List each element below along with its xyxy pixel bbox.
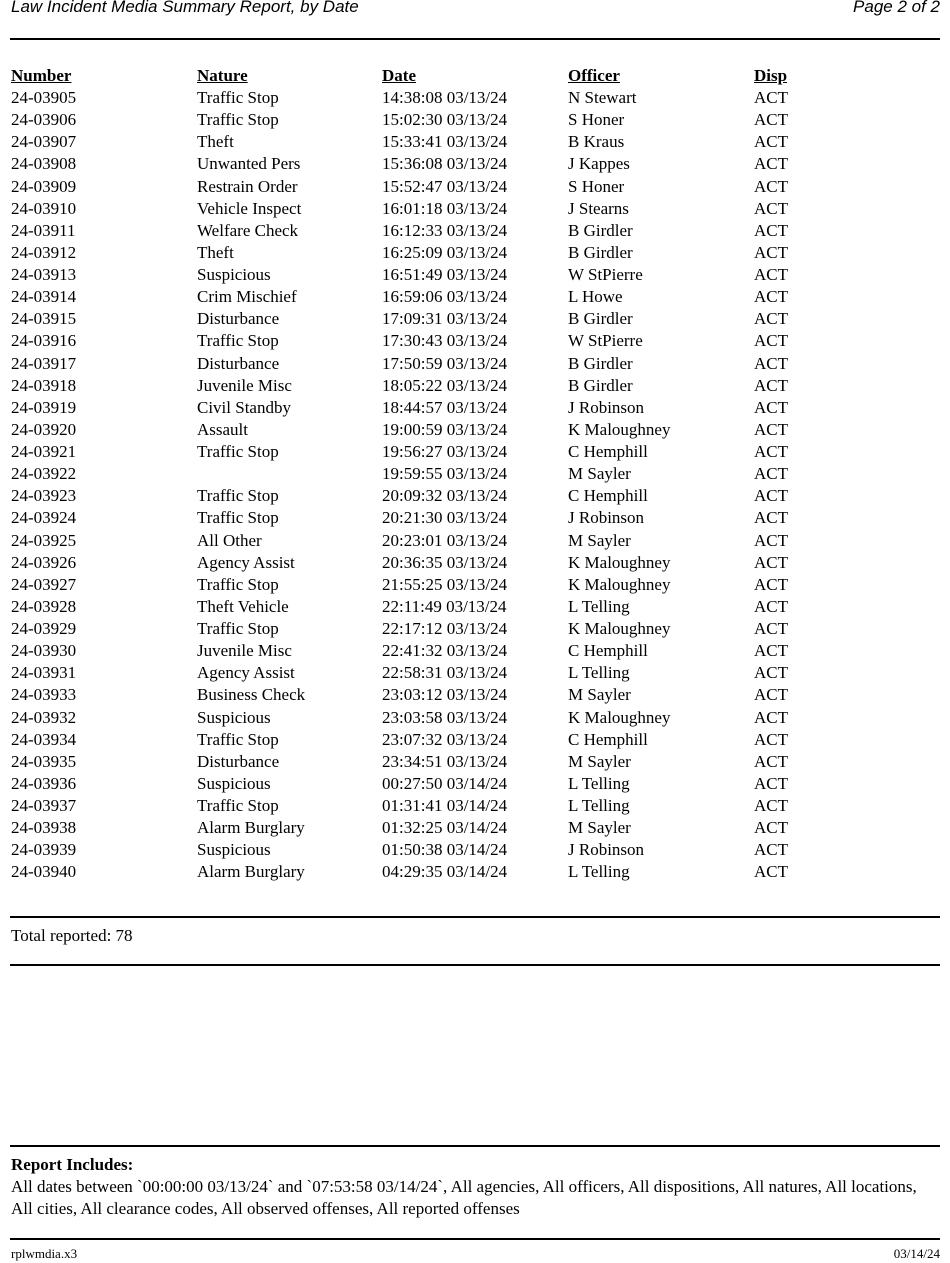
cell-officer: W StPierre: [568, 331, 643, 351]
cell-number: 24-03935: [11, 751, 77, 771]
table-row: [0, 839, 950, 861]
table-row: [0, 751, 950, 773]
column-header-officer: Officer: [568, 66, 620, 85]
cell-officer: M Sayler: [568, 530, 631, 550]
cell-officer: L Telling: [568, 596, 630, 616]
cell-nature: Traffic Stop: [197, 486, 279, 506]
cell-number: 24-03913: [11, 265, 77, 284]
cell-nature: Disturbance: [197, 751, 280, 771]
cell-date: 20:23:01 03/13/24: [382, 530, 508, 550]
cell-disp: ACT: [754, 596, 788, 616]
cell-nature: Suspicious: [197, 773, 271, 793]
cell-nature: Agency Assist: [197, 552, 295, 572]
cell-officer: J Robinson: [568, 840, 645, 860]
cell-number: 24-03924: [11, 508, 77, 528]
report-title: Law Incident Media Summary Report, by Date: [11, 0, 359, 16]
table-row: [0, 507, 950, 529]
cell-officer: M Sayler: [568, 818, 631, 838]
cell-date: 22:58:31 03/13/24: [382, 663, 508, 683]
cell-nature: Agency Assist: [197, 663, 295, 683]
cell-nature: Theft Vehicle: [197, 596, 289, 616]
cell-disp: ACT: [754, 574, 788, 594]
cell-date: 17:50:59 03/13/24: [382, 353, 508, 373]
cell-officer: L Telling: [568, 773, 630, 793]
cell-officer: B Kraus: [568, 132, 625, 152]
table-row: [0, 397, 950, 419]
cell-officer: L Telling: [568, 663, 630, 683]
cell-date: 20:36:35 03/13/24: [382, 552, 508, 572]
cell-date: 19:59:55 03/13/24: [382, 464, 508, 484]
cell-number: 24-03933: [11, 685, 77, 705]
cell-date: 17:30:43 03/13/24: [382, 331, 508, 351]
cell-disp: ACT: [754, 176, 788, 196]
footer-date: 03/14/24: [893, 1246, 940, 1261]
cell-date: 15:33:41 03/13/24: [382, 132, 508, 152]
cell-number: 24-03919: [11, 397, 77, 417]
cell-nature: Welfare Check: [197, 220, 299, 240]
cell-number: 24-03936: [11, 773, 77, 793]
cell-disp: ACT: [754, 751, 788, 771]
cell-number: 24-03907: [11, 132, 77, 152]
cell-nature: Suspicious: [197, 840, 271, 860]
cell-date: 22:41:32 03/13/24: [382, 641, 508, 661]
cell-number: 24-03932: [11, 707, 77, 727]
cell-officer: M Sayler: [568, 751, 631, 771]
table-row: [0, 220, 950, 242]
cell-nature: Theft: [197, 242, 234, 262]
cell-number: 24-03905: [11, 88, 77, 107]
cell-disp: ACT: [754, 132, 788, 152]
cell-number: 24-03920: [11, 419, 77, 439]
cell-number: 24-03931: [11, 663, 77, 683]
includes-label: Report Includes:: [11, 1155, 134, 1174]
cell-date: 01:31:41 03/14/24: [382, 796, 508, 815]
table-row: [0, 684, 950, 706]
cell-nature: Theft: [197, 132, 234, 152]
header-rule: [10, 38, 940, 40]
table-row: [0, 596, 950, 618]
cell-number: 24-03910: [11, 198, 77, 218]
cell-disp: ACT: [754, 508, 788, 528]
cell-nature: Traffic Stop: [197, 796, 279, 815]
table-row: [0, 330, 950, 352]
table-row: [0, 353, 950, 375]
cell-officer: B Girdler: [568, 309, 633, 329]
cell-disp: ACT: [754, 818, 788, 838]
table-row: [0, 242, 950, 264]
cell-disp: ACT: [754, 663, 788, 683]
cell-officer: K Maloughney: [568, 552, 671, 572]
table-row: [0, 131, 950, 153]
cell-number: 24-03914: [11, 287, 77, 307]
cell-officer: M Sayler: [568, 685, 631, 705]
cell-number: 24-03929: [11, 619, 77, 638]
cell-disp: ACT: [754, 729, 788, 749]
cell-date: 20:21:30 03/13/24: [382, 508, 508, 528]
table-row: [0, 552, 950, 574]
cell-disp: ACT: [754, 265, 788, 284]
total-rule-bottom: [10, 964, 940, 966]
table-row: [0, 109, 950, 131]
cell-disp: ACT: [754, 353, 788, 373]
cell-number: 24-03916: [11, 331, 77, 351]
table-row: [0, 286, 950, 308]
cell-officer: L Howe: [568, 287, 623, 307]
cell-number: 24-03937: [11, 796, 77, 815]
table-row: [0, 530, 950, 552]
cell-nature: Alarm Burglary: [197, 862, 305, 882]
cell-disp: ACT: [754, 419, 788, 439]
cell-nature: Business Check: [197, 685, 306, 705]
cell-date: 15:52:47 03/13/24: [382, 176, 508, 196]
cell-nature: Traffic Stop: [197, 574, 279, 594]
incident-table: [0, 87, 950, 884]
cell-disp: ACT: [754, 287, 788, 307]
cell-officer: C Hemphill: [568, 641, 648, 661]
cell-disp: ACT: [754, 198, 788, 218]
table-row: [0, 773, 950, 795]
cell-nature: Alarm Burglary: [197, 818, 305, 838]
table-row: [0, 729, 950, 751]
cell-nature: Traffic Stop: [197, 88, 279, 107]
cell-number: 24-03940: [11, 862, 77, 882]
cell-date: 15:36:08 03/13/24: [382, 154, 508, 174]
cell-officer: C Hemphill: [568, 486, 648, 506]
table-row: [0, 308, 950, 330]
cell-officer: C Hemphill: [568, 729, 648, 749]
cell-nature: Unwanted Pers: [197, 154, 301, 174]
cell-officer: L Telling: [568, 796, 630, 815]
cell-number: 24-03923: [11, 486, 77, 506]
cell-officer: M Sayler: [568, 464, 631, 484]
cell-disp: ACT: [754, 397, 788, 417]
cell-date: 22:17:12 03/13/24: [382, 619, 508, 638]
cell-date: 17:09:31 03/13/24: [382, 309, 508, 329]
cell-number: 24-03928: [11, 596, 77, 616]
cell-date: 01:50:38 03/14/24: [382, 840, 508, 860]
column-header-number: Number: [11, 66, 72, 85]
cell-disp: ACT: [754, 88, 788, 107]
cell-date: 16:51:49 03/13/24: [382, 265, 508, 284]
table-row: [0, 463, 950, 485]
cell-number: 24-03911: [11, 220, 76, 240]
cell-officer: N Stewart: [568, 88, 637, 107]
cell-date: 15:02:30 03/13/24: [382, 110, 508, 130]
cell-date: 18:05:22 03/13/24: [382, 375, 508, 395]
cell-officer: K Maloughney: [568, 574, 671, 594]
cell-disp: ACT: [754, 486, 788, 506]
cell-number: 24-03918: [11, 375, 77, 395]
includes-rule: [10, 1145, 940, 1147]
cell-nature: Suspicious: [197, 707, 271, 727]
cell-date: 21:55:25 03/13/24: [382, 574, 508, 594]
cell-nature: Crim Mischief: [197, 287, 297, 307]
cell-date: 20:09:32 03/13/24: [382, 486, 508, 506]
table-row: [0, 662, 950, 684]
cell-officer: J Robinson: [568, 397, 645, 417]
cell-date: 18:44:57 03/13/24: [382, 397, 508, 417]
cell-disp: ACT: [754, 707, 788, 727]
cell-officer: K Maloughney: [568, 419, 671, 439]
cell-disp: ACT: [754, 619, 788, 638]
total-reported: Total reported: 78: [11, 926, 133, 945]
cell-date: 16:01:18 03/13/24: [382, 198, 508, 218]
cell-officer: W StPierre: [568, 265, 643, 284]
cell-date: 23:03:58 03/13/24: [382, 707, 508, 727]
cell-date: 23:07:32 03/13/24: [382, 729, 508, 749]
cell-date: 16:25:09 03/13/24: [382, 242, 508, 262]
cell-nature: Traffic Stop: [197, 331, 279, 351]
cell-date: 04:29:35 03/14/24: [382, 862, 508, 882]
cell-nature: Traffic Stop: [197, 442, 279, 461]
cell-disp: ACT: [754, 110, 788, 130]
cell-number: 24-03939: [11, 840, 77, 860]
cell-disp: ACT: [754, 442, 788, 461]
cell-officer: J Stearns: [568, 198, 629, 218]
cell-officer: K Maloughney: [568, 707, 671, 727]
cell-disp: ACT: [754, 685, 788, 705]
cell-nature: Juvenile Misc: [197, 641, 292, 661]
table-row: [0, 198, 950, 220]
cell-number: 24-03938: [11, 818, 77, 838]
table-row: [0, 640, 950, 662]
cell-number: 24-03922: [11, 464, 77, 484]
cell-date: 16:12:33 03/13/24: [382, 220, 508, 240]
table-row: [0, 176, 950, 198]
cell-nature: Traffic Stop: [197, 729, 279, 749]
cell-date: 01:32:25 03/14/24: [382, 818, 508, 838]
cell-date: 16:59:06 03/13/24: [382, 287, 508, 307]
cell-disp: ACT: [754, 552, 788, 572]
table-row: [0, 375, 950, 397]
cell-disp: ACT: [754, 309, 788, 329]
cell-officer: B Girdler: [568, 353, 633, 373]
cell-number: 24-03909: [11, 176, 77, 196]
cell-disp: ACT: [754, 242, 788, 262]
cell-number: 24-03908: [11, 154, 77, 174]
cell-date: 14:38:08 03/13/24: [382, 88, 508, 107]
cell-disp: ACT: [754, 154, 788, 174]
cell-nature: Traffic Stop: [197, 619, 279, 638]
cell-number: 24-03906: [11, 110, 77, 130]
cell-nature: All Other: [197, 530, 262, 550]
cell-officer: B Girdler: [568, 242, 633, 262]
cell-officer: C Hemphill: [568, 442, 648, 461]
table-row: [0, 153, 950, 175]
cell-number: 24-03934: [11, 729, 77, 749]
table-row: [0, 861, 950, 883]
cell-date: 22:11:49 03/13/24: [382, 596, 507, 616]
cell-disp: ACT: [754, 464, 788, 484]
table-row: [0, 795, 950, 817]
footer-report-code: rplwmdia.x3: [11, 1246, 78, 1261]
cell-number: 24-03930: [11, 641, 77, 661]
cell-disp: ACT: [754, 331, 788, 351]
cell-officer: K Maloughney: [568, 619, 671, 638]
footer-rule: [10, 1238, 940, 1240]
column-header-nature: Nature: [197, 66, 248, 85]
cell-officer: B Girdler: [568, 220, 633, 240]
includes-text: All dates between `00:00:00 03/13/24` and `07:53:58 03/14/24`, All agencies, All officers, All dispositions, All natures, All locations, All cities, All clearance codes, All observed offenses, All reported offenses: [11, 1177, 917, 1218]
cell-officer: J Kappes: [568, 154, 630, 174]
cell-disp: ACT: [754, 220, 788, 240]
cell-disp: ACT: [754, 375, 788, 395]
cell-nature: Traffic Stop: [197, 110, 279, 130]
cell-disp: ACT: [754, 530, 788, 550]
cell-nature: Disturbance: [197, 353, 280, 373]
total-rule-top: [10, 916, 940, 918]
table-row: [0, 87, 950, 109]
table-row: [0, 441, 950, 463]
cell-date: 23:03:12 03/13/24: [382, 685, 508, 705]
cell-date: 19:00:59 03/13/24: [382, 419, 508, 439]
cell-officer: J Robinson: [568, 508, 645, 528]
cell-date: 19:56:27 03/13/24: [382, 442, 508, 461]
table-row: [0, 419, 950, 441]
table-row: [0, 485, 950, 507]
cell-officer: B Girdler: [568, 375, 633, 395]
cell-date: 00:27:50 03/14/24: [382, 773, 508, 793]
cell-disp: ACT: [754, 773, 788, 793]
cell-number: 24-03925: [11, 530, 77, 550]
cell-number: 24-03926: [11, 552, 77, 572]
column-header-date: Date: [382, 66, 416, 85]
cell-nature: Suspicious: [197, 265, 271, 284]
cell-officer: L Telling: [568, 862, 630, 882]
cell-officer: S Honer: [568, 176, 625, 196]
cell-nature: Vehicle Inspect: [197, 198, 302, 218]
cell-nature: Disturbance: [197, 309, 280, 329]
cell-number: 24-03912: [11, 242, 77, 262]
cell-nature: Traffic Stop: [197, 508, 279, 528]
table-row: [0, 817, 950, 839]
table-row: [0, 618, 950, 640]
cell-number: 24-03921: [11, 442, 77, 461]
cell-nature: Civil Standby: [197, 397, 291, 417]
cell-disp: ACT: [754, 862, 788, 882]
cell-disp: ACT: [754, 840, 788, 860]
cell-number: 24-03917: [11, 353, 77, 373]
table-row: [0, 707, 950, 729]
cell-date: 23:34:51 03/13/24: [382, 751, 508, 771]
cell-number: 24-03927: [11, 574, 77, 594]
cell-disp: ACT: [754, 641, 788, 661]
table-row: [0, 574, 950, 596]
cell-nature: Assault: [197, 419, 248, 439]
cell-disp: ACT: [754, 796, 788, 815]
cell-number: 24-03915: [11, 309, 77, 329]
column-header-disp: Disp: [754, 66, 788, 85]
cell-officer: S Honer: [568, 110, 625, 130]
table-row: [0, 264, 950, 286]
cell-nature: Juvenile Misc: [197, 375, 292, 395]
cell-nature: Restrain Order: [197, 176, 298, 196]
page-indicator: Page 2 of 2: [853, 0, 940, 16]
